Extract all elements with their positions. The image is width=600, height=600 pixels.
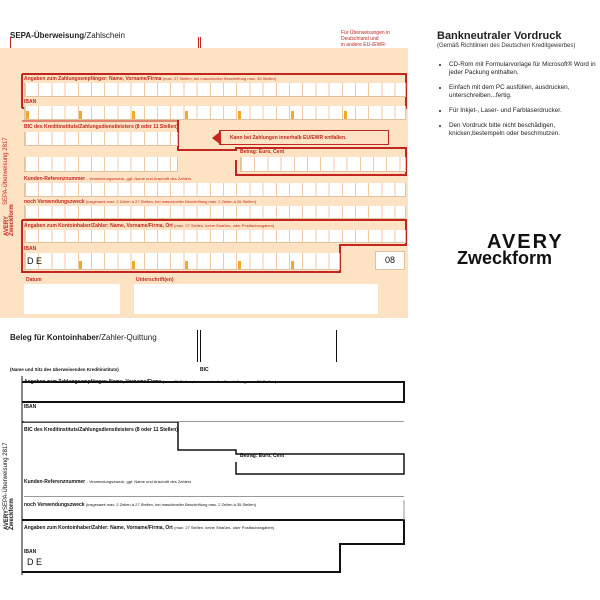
panel-heading: Bankneutraler Vordruck [437, 30, 562, 42]
lower-de-prefix: D E [27, 557, 43, 567]
lower-iban-input[interactable] [24, 412, 404, 422]
upper-code-box: 08 [375, 251, 405, 270]
upper-signature-label: Unterschrift(en) [136, 277, 174, 283]
lower-payer-label: Angaben zum Kontoinhaber/Zahler: Name, Vorname/Firma, Ort (max. 27 Stellen, keine Straßen- oder Postfachangaben) [24, 525, 275, 531]
upper-ref-label: Kunden-Referenznummer - Verwendungszweck, ggf. Name und Anschrift des Zahlers [24, 176, 192, 182]
upper-iban-input[interactable] [24, 106, 406, 120]
lower-form-title: Beleg für Kontoinhaber/Zahler-Quittung [10, 333, 157, 342]
lower-ref-input[interactable] [24, 486, 404, 497]
panel-subheading: (Gemäß Richtlinien des Deutschen Kreditgewerbes) [437, 43, 576, 49]
panel-bullet: • Den Vordruck bitte nicht beschädigen, knicken,bestempeln oder beschmutzen. [449, 122, 597, 138]
upper-payer-label: Angaben zum Kontoinhaber/Zahler: Name, Vorname/Firma, Ort (max. 27 Stellen, keine Straßen- oder Postfachangaben) [24, 223, 275, 229]
panel-bullet: • Einfach mit dem PC ausfüllen, ausdrucken, unterschreiben...fertig. [449, 84, 597, 100]
arrow-left-icon [212, 131, 222, 145]
info-panel [437, 30, 597, 145]
upper-ref-input[interactable] [24, 183, 406, 197]
upper-payer-iban-label: IBAN [24, 246, 37, 252]
upper-bic-bank-input[interactable] [24, 132, 178, 146]
lower-payer-iban-label: IBAN [24, 549, 37, 555]
lower-ref-label: Kunden-Referenznummer - Verwendungszweck, ggf. Name und Anschrift des Zahlers [24, 479, 192, 485]
lower-bic-field[interactable] [200, 330, 337, 362]
eu-note: Für Überweisungen in Deutschland und in andere EU-/EWR- [341, 30, 390, 48]
lower-iban-label: IBAN [24, 404, 37, 410]
lower-bank-label: (Name und Sitz des überweisenden Kreditinstituts) [10, 367, 119, 372]
panel-bullets [437, 61, 597, 138]
lower-amount-label: Betrag: Euro, Cent [240, 453, 285, 459]
lower-side-text: SEPA-Überweisung 2817 [3, 442, 9, 510]
upper-purpose-input[interactable] [24, 206, 406, 219]
upper-recipient-label: Angaben zum Zahlungsempfänger: Name, Vorname/Firma (max. 27 Stellen, bei maschineller Beschriftung max. 35 Stellen) [24, 76, 277, 82]
lower-bank-field[interactable] [10, 330, 198, 362]
lower-purpose-label: noch Verwendungszweck (insgesamt max. 2 Zeilen à 27 Stellen, bei maschineller Beschriftung max. 2 Zeilen à 35 Stellen) [24, 502, 257, 508]
upper-iban-label: IBAN [24, 99, 37, 105]
panel-bullet: • CD-Rom mit Formularvorlage für Microsoft® Word in jeder Packung enthalten. [449, 61, 597, 77]
lower-recipient-label: Angaben zum Zahlungsempfänger: Name, Vorname/Firma (max. 27 Stellen, bei maschineller Beschriftung max. 35 Stellen) [24, 379, 277, 385]
upper-amount-label: Betrag: Euro, Cent [240, 149, 285, 155]
lower-form-outline [0, 370, 420, 600]
upper-date-input[interactable] [24, 284, 120, 314]
upper-filler-row [24, 157, 178, 172]
upper-mini-logo: AVERY Zweckform [4, 204, 15, 236]
upper-date-label: Datum [26, 277, 42, 283]
eu-arrow-note: Kann bei Zahlungen innerhalb EU/EWR entfallen. [219, 130, 389, 145]
avery-logo-text: AVERY [487, 231, 564, 253]
upper-side-text: SEPA-Überweisung 2817 [3, 137, 9, 205]
upper-bic-bank-label: BIC des Kreditinstituts/Zahlungsdienstleisters (8 oder 11 Stellen) [24, 124, 178, 130]
upper-signature-input[interactable] [134, 284, 378, 314]
upper-payer-iban-input[interactable] [24, 253, 340, 270]
panel-bullet: • Für Inkjet-, Laser- und Farblaserdrucker. [449, 107, 597, 115]
upper-purpose-label: noch Verwendungszweck (insgesamt max. 2 Zeilen à 27 Stellen, bei maschineller Beschriftung max. 2 Zeilen à 35 Stellen) [24, 199, 257, 205]
upper-amount-input[interactable] [240, 157, 406, 172]
upper-form-title: SEPA-Überweisung/Zahlschein [10, 31, 126, 40]
lower-bic-bank-label: BIC des Kreditinstituts/Zahlungsdienstleisters (8 oder 11 Stellen) [24, 427, 178, 433]
zweckform-logo-text: Zweckform [457, 248, 553, 268]
lower-bic-label: BIC [200, 367, 209, 373]
lower-mini-logo: AVERY Zweckform [4, 498, 15, 530]
upper-de-prefix: D E [27, 256, 43, 266]
upper-payer-input[interactable] [24, 230, 406, 243]
upper-recipient-input[interactable] [24, 83, 406, 97]
